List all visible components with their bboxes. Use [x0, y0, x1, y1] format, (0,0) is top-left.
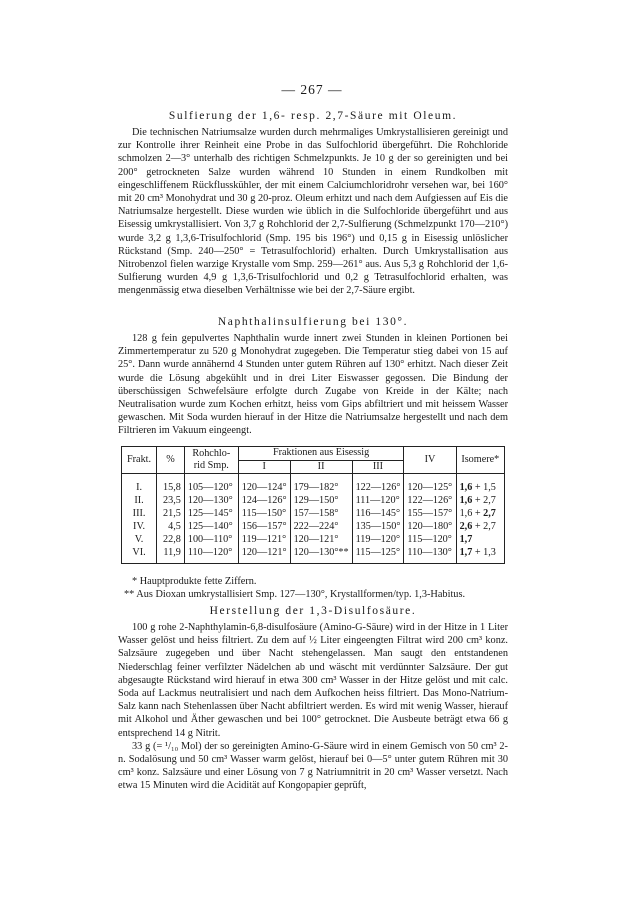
table-cell-isomere: [456, 474, 504, 495]
paragraph-oleum: Die technischen Natriumsalze wurden durch mehrmaliges Umkrystallisieren gereinigt und zur Kontrolle ihrer Reinheit eine Probe in das Sulfochlorid übergeführt. Die Rohchloride schmolzen 2—3° unterhalb des richtigen Schmelzpunkts. Je 10 g der so gereinigten und bei 200° getrockneten Salze wurden während 10 Stunden in einem Rundkolben mit eingeschliffenem Rückflusskühler, der mit einem Calciumchloridrohr versehen war, bei 160° mit 20 cm³ Monohydrat und 30 g 20-proz. Oleum erhitzt und nach dem Aufgiessen auf Eis die Natriumsalze hergestellt. Diese wurden wie üblich in die Sulfochloride übergeführt und aus Eisessig umkrystallisiert. Von 3,7 g Rohchlorid der 2,7-Sulfierung (Schmelzpunkt 170—210°) wurde 3,2 g 1,3,6-Trisulfochlorid (Smp. 195 bis 196°) und 0,15 g in Eisessig unlöslicher Rückstand (Smp. 240—250° = Tetrasulfochlorid) erhalten. Durch Umkrystallisation aus Nitrobenzol fielen warzige Krystalle vom Smp. 259—261° aus. Aus 5,3 g Rohchlorid der 1,6-Sulfierung wurden 4,9 g 1,3,6-Trisulfochlorid und 0,2 g Tetrasulfochlorid erhalten, was mengenmässig etwa dieselben Verhältnisse wie bei der 2,7-Säure ergibt.: [118, 127, 508, 297]
table-cell-pct: 11,9: [157, 546, 185, 564]
header-i: I: [238, 460, 290, 474]
table-cell-f3: 116—145°: [352, 507, 404, 520]
table-cell-f1: 119—121°: [238, 533, 290, 546]
plus-sign: +: [472, 508, 484, 519]
table-cell-roh: 125—145°: [184, 507, 238, 520]
paragraph-disulfosaeure-2: 33 g (= ¹/₁₀ Mol) der so gereinigten Amino-G-Säure wird in einem Gemisch von 50 cm³ 2-n. Sodalösung und 50 cm³ Wasser warm gelöst, hierauf bei 0—5° unter gutem Rühren mit 30 cm³ konz. Salzsäure und einer Lösung von 7 g Natriumnitrit in 20 cm³ Wasser versetzt. Nach etwa 15 Minuten wird die Acidität auf Kongopapier geprüft,: [118, 740, 508, 792]
table-cell-frakt: II.: [122, 494, 157, 507]
table-cell-roh: 125—140°: [184, 520, 238, 533]
header-frakt: Frakt.: [122, 447, 157, 474]
table-row: [122, 507, 505, 520]
section-naphthalin: [118, 316, 508, 438]
table-cell-f1: 120—124°: [238, 474, 290, 495]
table-cell-f4: 155—157°: [404, 507, 456, 520]
plus-sign: +: [472, 495, 484, 506]
table-cell-frakt: V.: [122, 533, 157, 546]
table-row: [122, 546, 505, 564]
table-cell-frakt: VI.: [122, 546, 157, 564]
section-disulfosaeure: [118, 605, 508, 793]
paragraph-naphthalin: 128 g fein gepulvertes Naphthalin wurde innert zwei Stunden in kleinen Portionen bei Zimmertemperatur zu 520 g Monohydrat zugegeben. Die Temperatur stieg dabei von 15 auf 25°. Dann wurde annähernd 4 Stunden unter gutem Rühren auf 130° erhitzt. Nach dieser Zeit wurde die Lösung abgekühlt und in drei Liter Eiswasser gegossen. Die Bindung der überschüssigen Schwefelsäure erfolgte durch Zugabe von Kreide in der Kälte; nach Neutralisation wurde zum Kochen erhitzt, heiss vom Gips abfiltriert und mit heissem Wasser gewaschen. Mit Soda wurden hierauf in der Hitze die Natriumsalze hergestellt und nach dem Filtrieren im Vakuum eingeengt.: [118, 333, 508, 437]
table-row: [122, 474, 505, 495]
table-cell-frakt: I.: [122, 474, 157, 495]
footnote: * Hauptprodukte fette Ziffern.: [132, 576, 257, 587]
isomere-primary: 1,7: [459, 547, 473, 558]
table-cell-roh: 120—130°: [184, 494, 238, 507]
table-cell-f4: 120—180°: [404, 520, 456, 533]
plus-sign: +: [472, 482, 484, 493]
table-cell-f3: 122—126°: [352, 474, 404, 495]
isomere-primary: 2,6: [459, 521, 473, 532]
header-percent: %: [157, 447, 185, 474]
table-cell-pct: 4,5: [157, 520, 185, 533]
table-cell-f3: 135—150°: [352, 520, 404, 533]
header-iii: III: [352, 460, 404, 474]
table-cell-f1: 124—126°: [238, 494, 290, 507]
table-cell-f3: 111—120°: [352, 494, 404, 507]
table-cell-frakt: III.: [122, 507, 157, 520]
table-cell-f2: 179—182°: [290, 474, 352, 495]
table-cell-f2: 222—224°: [290, 520, 352, 533]
table-cell-f2: 157—158°: [290, 507, 352, 520]
section-oleum: [118, 110, 508, 298]
header-fraktionen: Fraktionen aus Eisessig: [238, 447, 404, 461]
table-cell-frakt: IV.: [122, 520, 157, 533]
section-heading-naphthalin: Naphthalinsulfierung bei 130°.: [217, 316, 409, 328]
page-number: — 267 —: [281, 82, 343, 97]
table-cell-roh: 105—120°: [184, 474, 238, 495]
table-cell-pct: 22,8: [157, 533, 185, 546]
section-heading-oleum: Sulfierung der 1,6- resp. 2,7-Säure mit Oleum.: [168, 110, 458, 122]
section-heading-disulfosaeure: Herstellung der 1,3-Disulfosäure.: [209, 605, 417, 617]
isomere-secondary: 2,7: [483, 495, 496, 506]
table-body: [122, 474, 505, 564]
header-rohchlorid: Rohchlo-rid Smp.: [184, 447, 238, 474]
isomere-primary: 1,7: [459, 534, 473, 545]
fraction-table: [121, 446, 505, 564]
table-cell-isomere: [456, 546, 504, 564]
table-cell-f3: 115—125°: [352, 546, 404, 564]
footnote: ** Aus Dioxan umkrystallisiert Smp. 127—130°, Krystallformen/typ. 1,3-Habitus.: [124, 589, 466, 601]
paragraph-disulfosaeure-1: 100 g rohe 2-Naphthylamin-6,8-disulfosäure (Amino-G-Säure) wird in der Hitze in 1 Liter Wasser gelöst und heiss filtriert. Zu dem auf ½ Liter eingeengten Filtrat wird 200 cm³ konz. Salzsäure zugegeben und über Nacht stehengelassen. Man saugt den entstandenen Niederschlag feiner verfilzter Nädelchen ab und wäscht mit verdünnter Salzsäure. Der gut abgesaugte Rückstand wird hierauf in etwa 300 cm³ Wasser in der Hitze gelöst und mit calc. Soda auf Lackmus neutralisiert und nach dem Aufkochen heiss filtriert. Das Mono-Natrium-Salz kann nach Stehenlassen über Nacht abfiltriert werden. Es wird mit wenig Wasser, hierauf mit Alkohol und Äther gewaschen und bei 100° getrocknet. Die Ausbeute beträgt etwa 66 g entsprechend 14 g Nitrit.: [118, 622, 508, 739]
table-cell-f4: 120—125°: [404, 474, 456, 495]
table-cell-isomere: [456, 507, 504, 520]
table-cell-f2: 129—150°: [290, 494, 352, 507]
table-cell-f4: 122—126°: [404, 494, 456, 507]
table-cell-pct: 15,8: [157, 474, 185, 495]
table-cell-f4: 115—120°: [404, 533, 456, 546]
table-cell-pct: 21,5: [157, 507, 185, 520]
table-cell-f1: 120—121°: [238, 546, 290, 564]
isomere-secondary: 2,7: [483, 521, 496, 532]
table-cell-isomere: [456, 533, 504, 546]
table-cell-f2: 120—130°**: [290, 546, 352, 564]
plus-sign: +: [472, 547, 484, 558]
table-cell-f3: 119—120°: [352, 533, 404, 546]
table-row: [122, 520, 505, 533]
isomere-secondary: 2,7: [483, 508, 496, 519]
table-cell-roh: 110—120°: [184, 546, 238, 564]
header-ii: II: [290, 460, 352, 474]
header-iv: IV: [404, 447, 456, 474]
isomere-primary: 1,6: [459, 508, 473, 519]
isomere-secondary: 1,5: [483, 482, 496, 493]
table-cell-roh: 100—110°: [184, 533, 238, 546]
header-isomere: Isomere*: [456, 447, 504, 474]
isomere-primary: 1,6: [459, 495, 473, 506]
table-row: [122, 533, 505, 546]
table-header-row: [122, 447, 505, 461]
table-cell-f1: 156—157°: [238, 520, 290, 533]
table-cell-isomere: [456, 520, 504, 533]
table-cell-f1: 115—150°: [238, 507, 290, 520]
plus-sign: +: [472, 521, 484, 532]
table-cell-isomere: [456, 494, 504, 507]
table-footnotes: [118, 575, 508, 602]
isomere-primary: 1,6: [459, 482, 473, 493]
table-row: [122, 494, 505, 507]
isomere-secondary: 1,3: [483, 547, 496, 558]
table-cell-f2: 120—121°: [290, 533, 352, 546]
table-cell-pct: 23,5: [157, 494, 185, 507]
table-cell-f4: 110—130°: [404, 546, 456, 564]
